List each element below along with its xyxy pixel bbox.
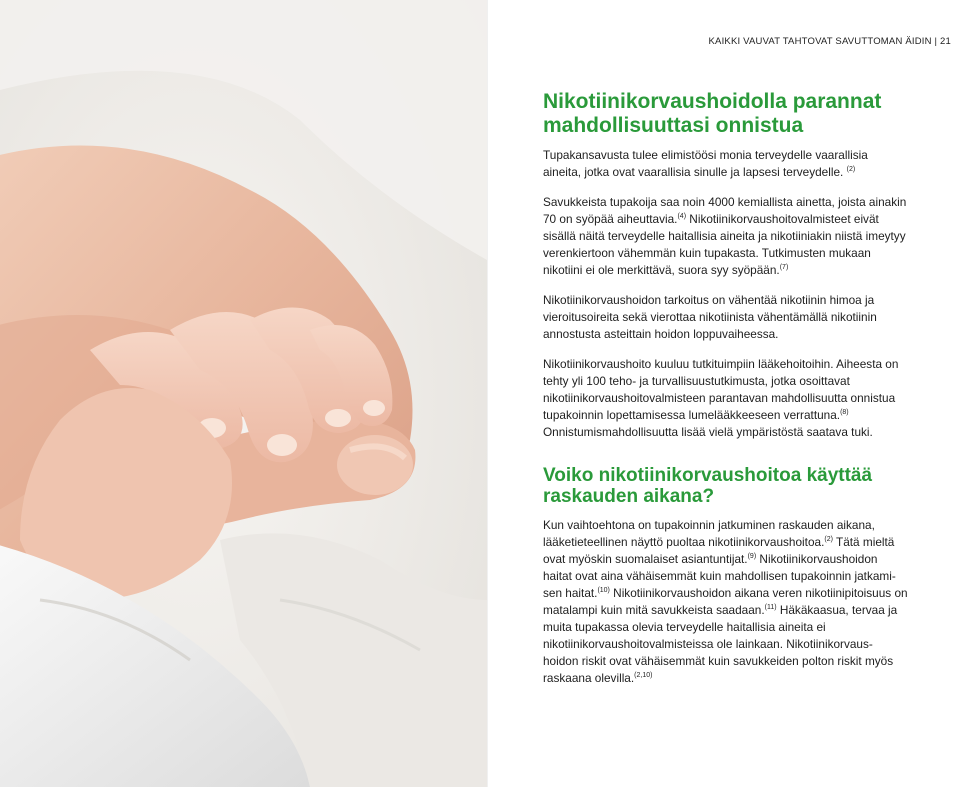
section2-title-line1: Voiko nikotiinikorvaushoitoa käyttää [543,465,873,486]
article-column [543,90,908,700]
paragraph-text: Savukkeista tupakoija saa noin 4000 kemiallista ainetta, joista ainakin 70 on syöpää aiheuttavia. [543,195,907,226]
page-divider [487,0,488,787]
reference-mark: (8) [840,409,849,416]
reference-mark: (2,10) [634,672,653,679]
section1-paragraph-2 [543,194,908,279]
reference-mark: (4) [677,213,687,220]
section1-paragraph-3 [543,292,908,343]
reference-mark: (2) [846,166,856,173]
section2-title-line2: raskauden aikana? [543,486,715,507]
section2-title [543,465,908,507]
paragraph-text: Nikotiinikorvaushoitovalmisteet eivät sisällä näitä terveydelle haitallisia aineita ja nikotiiniakin niistä imeytyy verenkiertoon vähemmän kuin tupakasta. Tutkimusten mukaan nikotiini ei ole merkittävä, suora syy syöpään. [543,212,906,277]
section1-heading [543,90,908,138]
paragraph-text: Nikotiinikorvaushoidon aikana veren nikotiinipitoisuus on matalampi kuin mitä savukkeista saadaan. [543,586,908,617]
running-head: KAIKKI VAUVAT TAHTOVAT SAVUTTOMAN ÄIDIN | 21 [708,36,951,47]
paragraph-text: Kun vaihtoehtona on tupakoinnin jatkuminen raskauden aikana, lääketieteellinen näyttö puoltaa nikotiinikorvaushoitoa. [543,518,875,549]
reference-mark: (10) [597,587,610,594]
paragraph-text: Nikotiinikorvaushoidon haitat ovat aina vähäisemmät kuin mahdollisen tupakoinnin jatkami-sen haitat. [543,552,896,600]
reference-mark: (9) [747,553,757,560]
paragraph-text: Nikotiinikorvaushoidon tarkoitus on vähentää nikotiinin himoa ja vieroitusoireita sekä vierottaa nikotiinista vähentämällä nikotiinin annostusta asteittain hoidon loppuvaiheessa. [543,293,877,341]
paragraph-text: Tätä mieltä ovat myöskin suomalaiset asiantuntijat. [543,535,895,566]
reference-mark: (2) [824,536,833,543]
reference-mark: (11) [764,604,777,611]
section1-title-line2: mahdollisuuttasi onnistua [543,114,804,137]
section1-paragraph-1 [543,147,908,181]
reference-mark: (7) [779,264,789,271]
paragraph-text: Nikotiinikorvaushoito kuuluu tutkituimpiin lääkehoitoihin. Aiheesta on tehty yli 100 teho- ja turvallisuustutkimusta, jotka osoittavat nikotiinikorvaushoitovalmisteen parantavan mahdollisuutta onnistua tupakoinnin lopettamisessa lumelääkkeeseen verrattuna. [543,357,899,422]
paragraph-text: Onnistumismahdollisuutta lisää vielä ympäristöstä saatava tuki. [543,425,873,439]
paragraph-text: Häkäkaasua, tervaa ja muita tupakassa olevia terveydelle haitallisia aineita ei nikotiinikorvaushoitovalmisteissa ole lainkaan. Nikotiinikorvaus-hoidon riskit ovat vähäisemmät kuin savukkeiden polton riskit myös raskaana olevilla. [543,603,898,685]
paragraph-text: Tupakansavusta tulee elimistöösi monia terveydelle vaarallisia aineita, jotka ovat vaarallisia sinulle ja lapsesi terveydelle. [543,148,868,179]
section2-heading [543,465,908,507]
section1-title-line1: Nikotiinikorvaushoidolla parannat [543,90,882,113]
section1-title [543,90,908,138]
section1-paragraph-4 [543,356,908,441]
section2-paragraph-1 [543,517,908,687]
